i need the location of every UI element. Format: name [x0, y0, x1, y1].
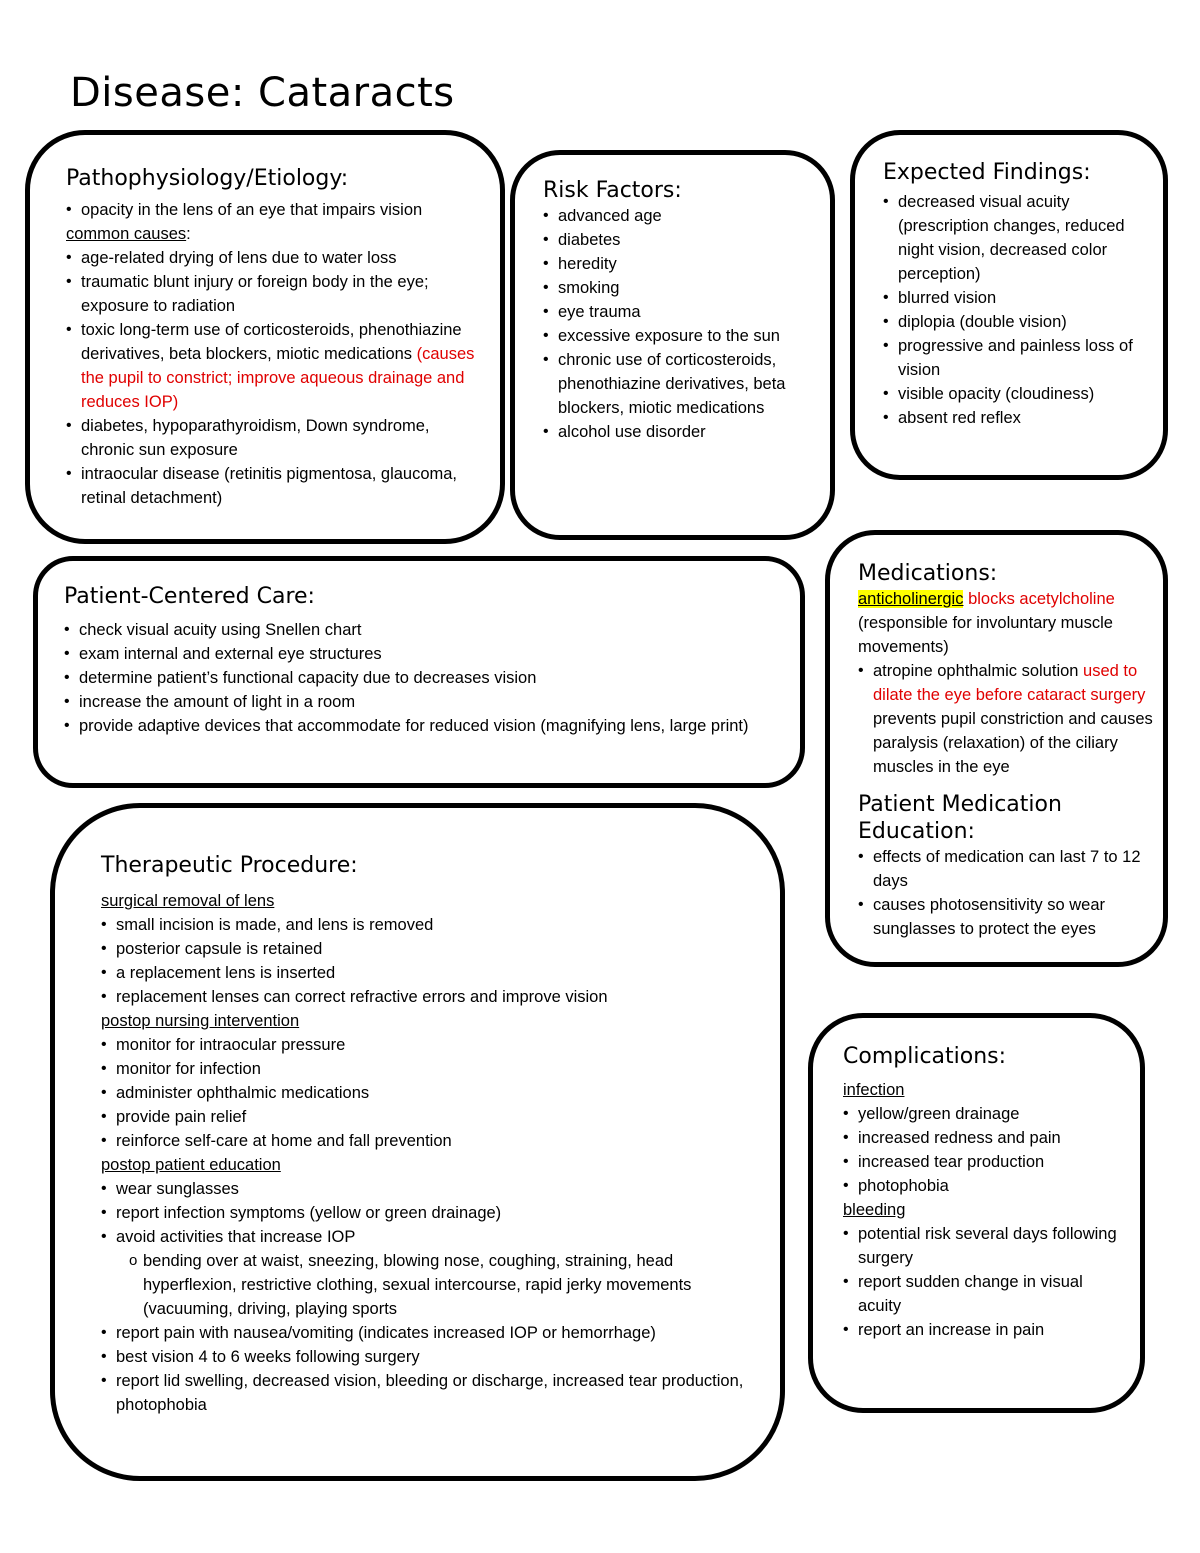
list-item: • decreased visual acuity (prescription changes, reduced night vision, decreased color perception) [883, 190, 1153, 286]
pathophysiology-box [25, 130, 505, 544]
list-item: • yellow/green drainage [843, 1102, 1130, 1126]
expected-findings-heading: Expected Findings: [883, 160, 1091, 185]
list-item: • eye trauma [543, 300, 820, 324]
list-item: • increase the amount of light in a room [64, 690, 780, 714]
list-item: • smoking [543, 276, 820, 300]
medications-heading: Medications: [858, 561, 998, 586]
corticosteroid-text: toxic long-term use of corticosteroids, phenothiazine derivatives, beta blockers, miotic medications [81, 321, 462, 363]
list-item: • report infection symptoms (yellow or green drainage) [101, 1201, 760, 1225]
patient-centered-care-heading: Patient-Centered Care: [64, 584, 315, 609]
list-item: • provide adaptive devices that accommodate for reduced vision (magnifying lens, large print) [64, 714, 780, 738]
bleeding-label: bleeding [843, 1201, 906, 1219]
list-item [66, 318, 484, 414]
list-item: • monitor for intraocular pressure [101, 1033, 760, 1057]
anticholinergic-term: anticholinergic [858, 590, 964, 608]
list-item: • check visual acuity using Snellen chart [64, 618, 780, 642]
atropine-effect-text: prevents pupil constriction and causes paralysis (relaxation) of the ciliary muscles in the eye [873, 710, 1153, 776]
list-item: • report sudden change in visual acuity [843, 1270, 1130, 1318]
therapeutic-procedure-content [101, 889, 760, 1417]
list-item: • determine patient’s functional capacity due to decreases vision [64, 666, 780, 690]
list-item: • a replacement lens is inserted [101, 961, 760, 985]
list-item: • absent red reflex [883, 406, 1153, 430]
list-item: • wear sunglasses [101, 1177, 760, 1201]
therapeutic-procedure-box [50, 803, 785, 1481]
patient-centered-care-box [33, 556, 805, 788]
list-item: • chronic use of corticosteroids, phenothiazine derivatives, beta blockers, miotic medications [543, 348, 820, 420]
list-item: • excessive exposure to the sun [543, 324, 820, 348]
list-item: • increased tear production [843, 1150, 1130, 1174]
complications-content [843, 1078, 1130, 1342]
common-causes-text: common causes [66, 225, 187, 243]
common-causes-colon: : [186, 225, 191, 243]
sub-list-item: o bending over at waist, sneezing, blowing nose, coughing, straining, head hyperflexion, restrictive clothing, sexual intercourse, rapid jerky movements (vacuuming, driving, playing sports [101, 1249, 760, 1321]
list-item: • provide pain relief [101, 1105, 760, 1129]
list-item: • advanced age [543, 204, 820, 228]
medication-education-heading: Patient Medication Education: [858, 792, 1062, 844]
page-title: Disease: Cataracts [70, 70, 455, 116]
list-item: • monitor for infection [101, 1057, 760, 1081]
list-item: • increased redness and pain [843, 1126, 1130, 1150]
complications-box [808, 1013, 1145, 1413]
anticholinergic-description [858, 587, 1153, 659]
postop-nursing-label: postop nursing intervention [101, 1012, 300, 1030]
list-item: • report pain with nausea/vomiting (indicates increased IOP or hemorrhage) [101, 1321, 760, 1345]
list-item: • administer ophthalmic medications [101, 1081, 760, 1105]
list-item: • progressive and painless loss of vision [883, 334, 1153, 382]
medications-content [858, 587, 1153, 779]
expected-findings-content [883, 190, 1153, 430]
involuntary-muscle-text: (responsible for involuntary muscle movements) [858, 614, 1113, 656]
list-item: • diplopia (double vision) [883, 310, 1153, 334]
list-item: • photophobia [843, 1174, 1130, 1198]
list-item: • traumatic blunt injury or foreign body in the eye; exposure to radiation [66, 270, 484, 318]
atropine-name: atropine ophthalmic solution [873, 662, 1084, 680]
infection-label: infection [843, 1081, 905, 1099]
list-item: • blurred vision [883, 286, 1153, 310]
complications-heading: Complications: [843, 1044, 1007, 1069]
blocks-acetylcholine-text: blocks acetylcholine [963, 590, 1115, 608]
list-item: • intraocular disease (retinitis pigmentosa, glaucoma, retinal detachment) [66, 462, 484, 510]
list-item: • diabetes [543, 228, 820, 252]
risk-factors-box [510, 150, 835, 540]
list-item: • posterior capsule is retained [101, 937, 760, 961]
expected-findings-box [850, 130, 1168, 480]
risk-factors-heading: Risk Factors: [543, 178, 682, 203]
list-item: • heredity [543, 252, 820, 276]
list-item: • avoid activities that increase IOP [101, 1225, 760, 1249]
list-item: • potential risk several days following surgery [843, 1222, 1130, 1270]
medications-box [825, 530, 1168, 967]
list-item: • small incision is made, and lens is removed [101, 913, 760, 937]
common-causes-label [66, 222, 484, 246]
list-item [858, 659, 1153, 779]
list-item: • causes photosensitivity so wear sunglasses to protect the eyes [858, 893, 1153, 941]
list-item: • age-related drying of lens due to water loss [66, 246, 484, 270]
risk-factors-content [543, 204, 820, 444]
list-item: • alcohol use disorder [543, 420, 820, 444]
list-item: • visible opacity (cloudiness) [883, 382, 1153, 406]
pathophysiology-heading: Pathophysiology/Etiology: [66, 166, 349, 191]
surgical-removal-label: surgical removal of lens [101, 892, 275, 910]
medication-education-content [858, 845, 1153, 941]
list-item: • effects of medication can last 7 to 12 days [858, 845, 1153, 893]
therapeutic-procedure-heading: Therapeutic Procedure: [101, 853, 358, 878]
list-item: • replacement lenses can correct refractive errors and improve vision [101, 985, 760, 1009]
list-item: • report lid swelling, decreased vision, bleeding or discharge, increased tear production, photophobia [101, 1369, 760, 1417]
list-item: • exam internal and external eye structures [64, 642, 780, 666]
atropine-use-note: used to dilate the eye before cataract surgery [873, 662, 1146, 704]
list-item: • diabetes, hypoparathyroidism, Down syndrome, chronic sun exposure [66, 414, 484, 462]
list-item: • report an increase in pain [843, 1318, 1130, 1342]
list-item: • best vision 4 to 6 weeks following surgery [101, 1345, 760, 1369]
list-item: • reinforce self-care at home and fall prevention [101, 1129, 760, 1153]
miotic-effect-note: (causes the pupil to constrict; improve aqueous drainage and reduces IOP) [81, 345, 475, 411]
pathophysiology-content [66, 198, 484, 510]
list-item: • opacity in the lens of an eye that impairs vision [66, 198, 484, 222]
postop-education-label: postop patient education [101, 1156, 281, 1174]
patient-centered-care-content [64, 618, 780, 738]
